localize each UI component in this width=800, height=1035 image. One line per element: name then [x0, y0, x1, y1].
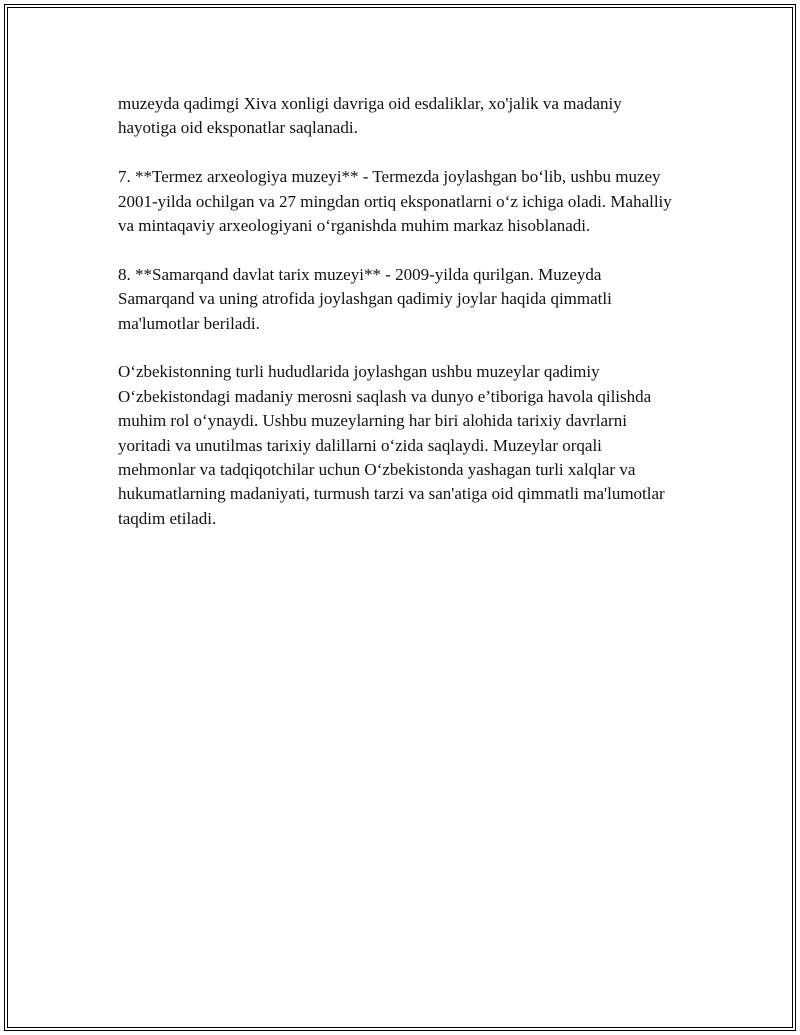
document-body [118, 92, 678, 556]
paragraph-khiva-continuation: muzeyda qadimgi Xiva xonligi davriga oid esdaliklar, xo'jalik va madaniy hayotiga oid eksponatlar saqlanadi. [118, 94, 622, 138]
paragraph-termez-museum: 7. **Termez arxeologiya muzeyi** - Termezda joylashgan bo‘lib, ushbu muzey 2001-yilda ochilgan va 27 mingdan ortiq eksponatlarni o‘z ichiga oladi. Mahalliy va mintaqaviy arxeologiyani o‘rganishda muhim markaz hisoblanadi. [118, 167, 672, 236]
paragraph-conclusion: O‘zbekistonning turli hududlarida joylashgan ushbu muzeylar qadimiy O‘zbekistondagi madaniy merosni saqlash va dunyo e’tiboriga havola qilishda muhim rol o‘ynaydi. Ushbu muzeylarning har biri alohida tarixiy davrlarni yoritadi va unutilmas tarixiy dalillarni o‘zida saqlaydi. Muzeylar orqali mehmonlar va tadqiqotchilar uchun O‘zbekistonda yashagan turli xalqlar va hukumatlarning madaniyati, turmush tarzi va san'atiga oid qimmatli ma'lumotlar taqdim etiladi. [118, 362, 665, 528]
paragraph-samarkand-museum: 8. **Samarqand davlat tarix muzeyi** - 2009-yilda qurilgan. Muzeyda Samarqand va uning atrofida joylashgan qadimiy joylar haqida qimmatli ma'lumotlar beriladi. [118, 264, 612, 333]
